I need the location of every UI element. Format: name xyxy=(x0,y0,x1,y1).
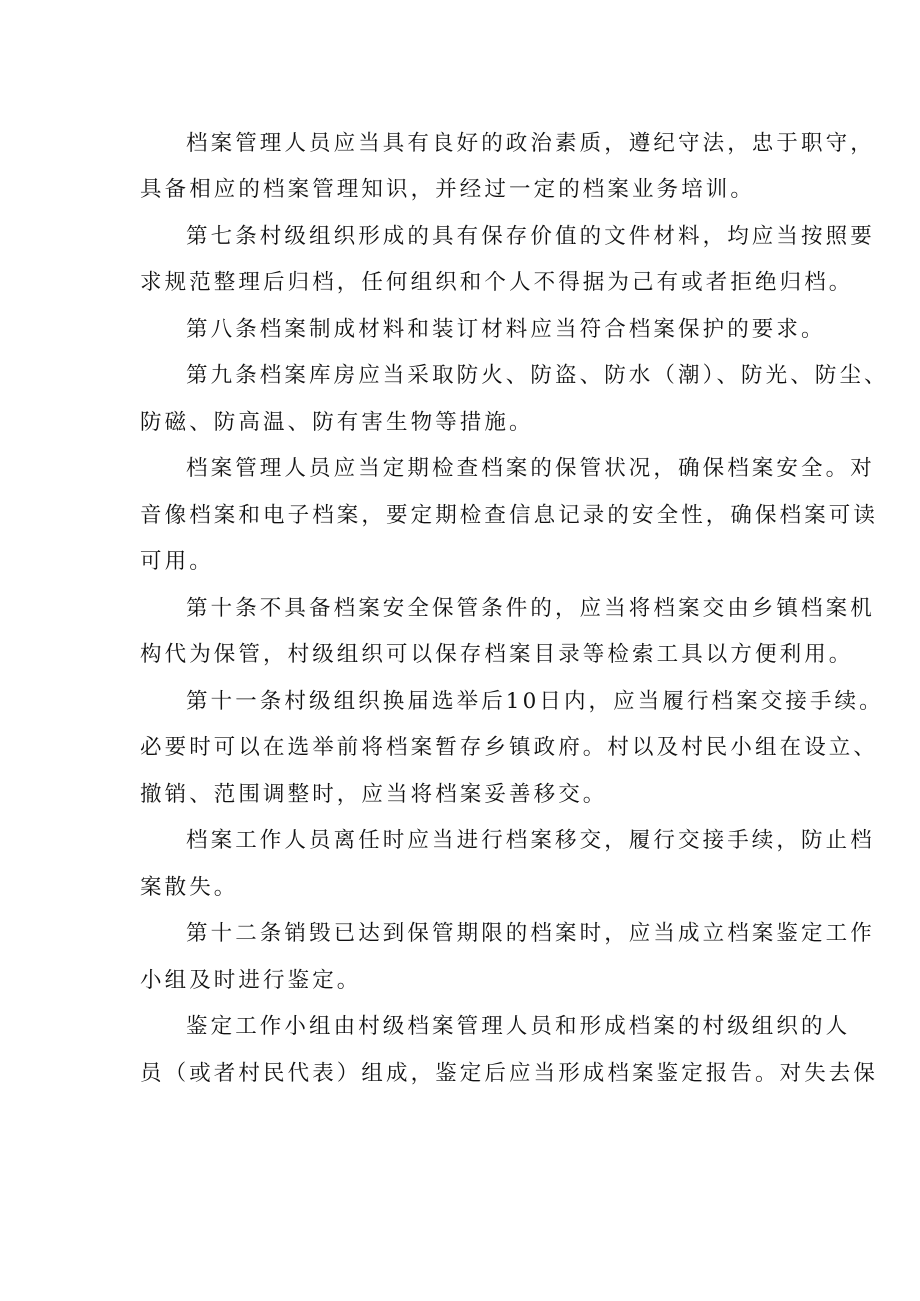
article-11-line-1: 第十一条村级组织换届选举后10日内，应当履行档案交接手续。 xyxy=(186,689,884,714)
paragraph-8-line-2: 案散失。 xyxy=(140,875,239,900)
paragraph-1-line-1: 档案管理人员应当具有良好的政治素质，遵纪守法，忠于职守， xyxy=(186,131,875,156)
article-9-line-1: 第九条档案库房应当采取防火、防盗、防水（潮）、防光、防尘、 xyxy=(186,363,889,388)
paragraph-5-line-2: 音像档案和电子档案，要定期检查信息记录的安全性，确保档案可读 xyxy=(140,503,879,528)
article-8-line-1: 第八条档案制成材料和装订材料应当符合档案保护的要求。 xyxy=(186,317,826,342)
paragraph-1-line-2: 具备相应的档案管理知识，并经过一定的档案业务培训。 xyxy=(140,177,756,202)
paragraph-10-line-1: 鉴定工作小组由村级档案管理人员和形成档案的村级组织的人 xyxy=(186,1014,851,1039)
article-11-line-3: 撤销、范围调整时，应当将档案妥善移交。 xyxy=(140,782,608,807)
article-10-line-2: 构代为保管，村级组织可以保存档案目录等检索工具以方便利用。 xyxy=(140,642,854,667)
paragraph-5-line-3: 可用。 xyxy=(140,549,214,574)
article-9-line-2: 防磁、防高温、防有害生物等措施。 xyxy=(140,410,534,435)
article-7-line-1: 第七条村级组织形成的具有保存价值的文件材料，均应当按照要 xyxy=(186,224,875,249)
article-12-line-2: 小组及时进行鉴定。 xyxy=(140,968,362,993)
article-12-line-1: 第十二条销毁已达到保管期限的档案时，应当成立档案鉴定工作 xyxy=(186,921,875,946)
article-7-line-2: 求规范整理后归档，任何组织和个人不得据为己有或者拒绝归档。 xyxy=(140,270,854,295)
paragraph-10-line-2: 员（或者村民代表）组成，鉴定后应当形成档案鉴定报告。对失去保 xyxy=(140,1061,879,1086)
paragraph-8-line-1: 档案工作人员离任时应当进行档案移交，履行交接手续，防止档 xyxy=(186,828,875,853)
article-10-line-1: 第十条不具备档案安全保管条件的，应当将档案交由乡镇档案机 xyxy=(186,596,875,621)
article-11-line-2: 必要时可以在选举前将档案暂存乡镇政府。村以及村民小组在设立、 xyxy=(140,735,879,760)
paragraph-5-line-1: 档案管理人员应当定期检查档案的保管状况，确保档案安全。对 xyxy=(186,456,875,481)
